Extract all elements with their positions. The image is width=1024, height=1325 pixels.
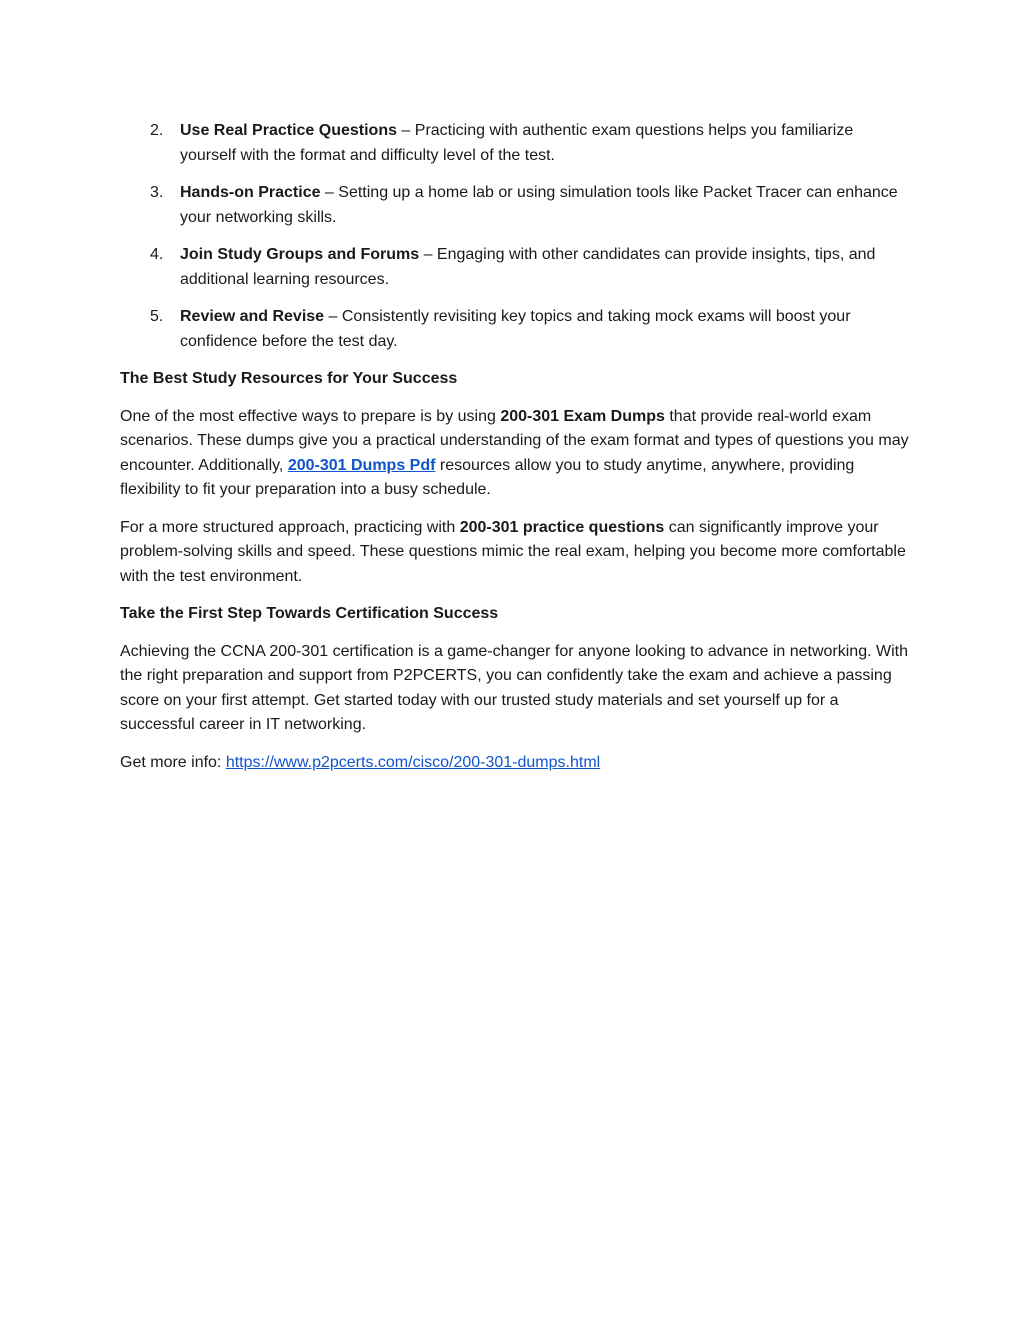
list-number: 4. [150,246,164,263]
document-body [120,119,910,788]
resources-heading: The Best Study Resources for Your Success [120,370,458,387]
first-step-paragraph: Achieving the CCNA 200-301 certification is a game-changer for anyone looking to advance in networking. With the right preparation and support from P2PCERTS, you can confidently take the exam and achieve a passing score on your first attempt. Get started today with our trusted study materials and set yourself up for a successful career in IT networking. [120,642,908,733]
list-number: 3. [150,184,164,201]
study-steps-list [120,119,910,354]
step-title: Use Real Practice Questions [180,122,397,139]
list-item [120,119,910,168]
more-info-link[interactable]: https://www.p2pcerts.com/cisco/200-301-dumps.html [225,753,601,771]
resources-paragraph: One of the most effective ways to prepare is by using 200-301 Exam Dumps that provide real-world exam scenarios. These dumps give you a practical understanding of the exam format and types of questions you may encounter. Additionally, 200-301 Dumps Pdf resources allow you to study anytime, anywhere, providing flexibility to fit your preparation into a busy schedule. [120,407,909,498]
practice-paragraph: For a more structured approach, practicing with 200-301 practice questions can significantly improve your problem-solving skills and speed. These questions mimic the real exam, helping you become more comfortable with the test environment. [120,518,906,585]
list-number: 2. [150,122,164,139]
step-text: – Setting up a home lab or using simulation tools like Packet Tracer can enhance your networking skills. [180,184,898,226]
step-title: Review and Revise [180,308,325,325]
list-item [120,243,910,292]
list-item [120,305,910,354]
step-title: Hands-on Practice [180,184,321,201]
list-number: 5. [150,308,164,325]
step-title: Join Study Groups and Forums [180,246,420,263]
dumps-pdf-link[interactable]: 200-301 Dumps Pdf [287,456,436,474]
more-info-line [120,751,910,776]
first-step-heading: Take the First Step Towards Certification Success [120,605,499,622]
practice-questions-bold: 200-301 practice questions [459,518,665,536]
step-text: – Engaging with other candidates can provide insights, tips, and additional learning resources. [180,246,876,288]
step-text: – Consistently revisiting key topics and taking mock exams will boost your confidence before the test day. [180,308,851,350]
exam-dumps-bold: 200-301 Exam Dumps [500,407,665,425]
list-item [120,181,910,230]
step-text: – Practicing with authentic exam questions helps you familiarize yourself with the format and difficulty level of the test. [180,122,854,164]
more-info-label: Get more info: [120,753,226,771]
